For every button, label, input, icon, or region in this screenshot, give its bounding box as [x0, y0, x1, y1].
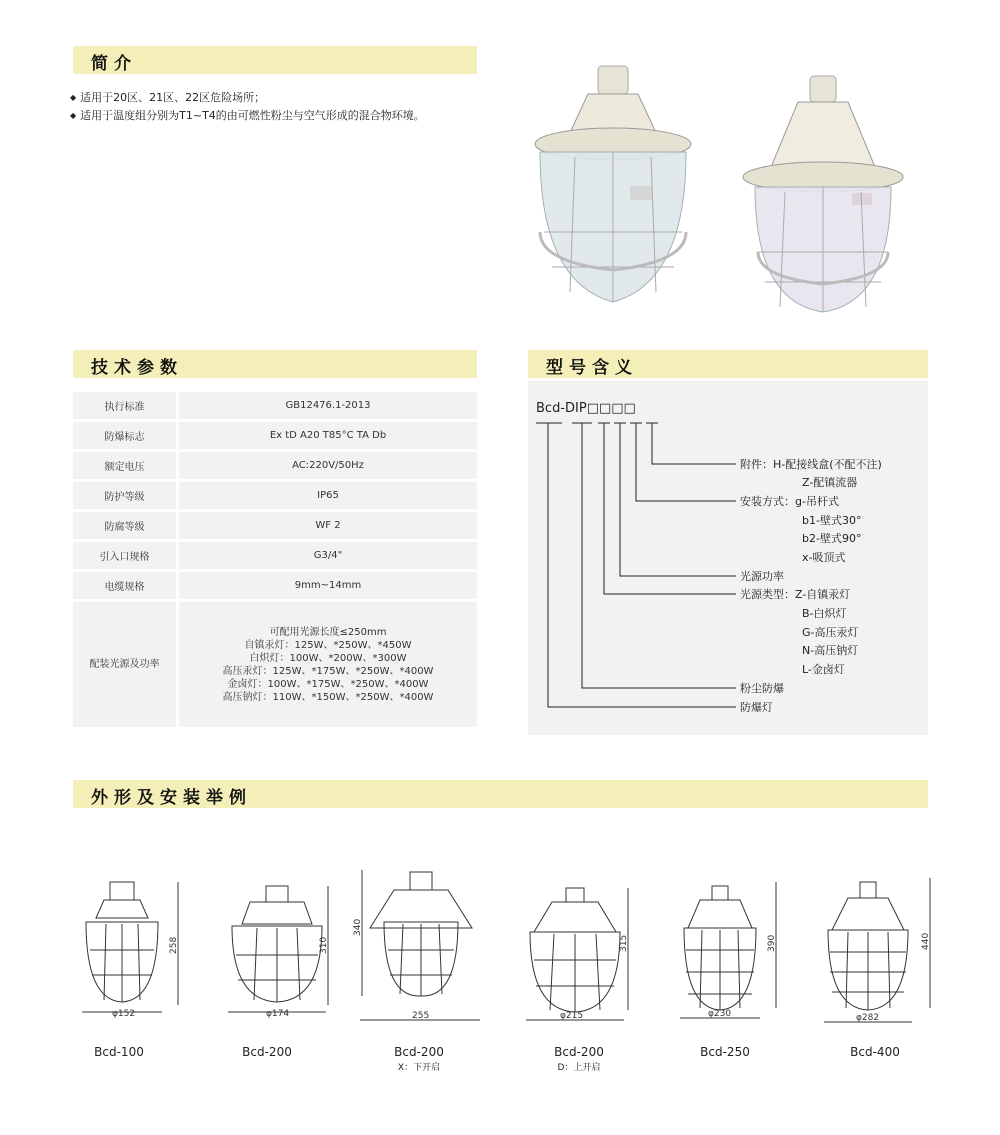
outline-title: 外形及安装举例: [91, 788, 252, 808]
lamp-diameter: φ174: [266, 1009, 290, 1019]
param-value: G3/4": [179, 542, 477, 569]
param-key: 引入口规格: [73, 542, 179, 569]
light-source-line: 可配用光源长度≤250mm: [269, 626, 387, 638]
params-title: 技术参数: [91, 358, 183, 378]
model-section-bar: [528, 350, 928, 378]
model-label: N-高压钠灯: [802, 644, 859, 657]
param-key: 防腐等级: [73, 512, 179, 539]
param-value: IP65: [179, 482, 477, 509]
model-label: 光源类型：Z-自镇汞灯: [740, 588, 851, 601]
light-source-line: 高压钠灯：110W、*150W、*250W、*400W: [222, 691, 434, 703]
params-section-bar: [73, 350, 477, 378]
param-value: 9mm~14mm: [179, 572, 477, 599]
lamp-height: 390: [767, 934, 777, 952]
light-source-line: 白炽灯：100W、*200W、*300W: [249, 652, 407, 664]
lamp-height: 440: [921, 932, 931, 950]
outline-section-bar: [73, 780, 928, 808]
model-diagram: [528, 381, 928, 735]
lamp-name: Bcd-200: [242, 1045, 292, 1059]
params-table: [73, 389, 477, 730]
lamp-subtitle: D：上开启: [557, 1063, 601, 1073]
lamp-photo-left: [535, 66, 691, 302]
model-label: 防爆灯: [740, 701, 773, 714]
param-value: GB12476.1-2013: [179, 392, 477, 419]
model-labels: [740, 457, 882, 714]
lamp-name: Bcd-200: [554, 1045, 604, 1059]
lamp-name: Bcd-400: [850, 1045, 900, 1059]
param-value: AC:220V/50Hz: [179, 452, 477, 479]
param-key: 防护等级: [73, 482, 179, 509]
lamp-height: 258: [169, 936, 179, 954]
table-row: [73, 482, 477, 509]
lamp-outline-drawings: [60, 860, 960, 1030]
lamp-name: Bcd-200: [394, 1045, 444, 1059]
intro-section-bar: [73, 46, 477, 74]
param-key: 电缆规格: [73, 572, 179, 599]
model-label: 光源功率: [740, 570, 784, 583]
lamp-diameter: φ230: [708, 1009, 732, 1019]
light-source-line: 自镇汞灯：125W、*250W、*450W: [244, 639, 412, 651]
intro-item: ◆ 适用于温度组分别为T1~T4的由可燃性粉尘与空气形成的混合物环境。: [70, 107, 425, 125]
intro-title: 简介: [91, 54, 137, 74]
param-key: 额定电压: [73, 452, 179, 479]
model-label: L-金卤灯: [802, 663, 845, 676]
model-label: x-吸顶式: [802, 551, 846, 564]
lamp-caption: [64, 1045, 174, 1059]
model-label: 粉尘防爆: [740, 682, 784, 695]
lamp-height: 340: [353, 918, 363, 936]
lamp-name: Bcd-250: [700, 1045, 750, 1059]
param-key: 防爆标志: [73, 422, 179, 449]
model-code: Bcd-DIP□□□□: [536, 401, 636, 416]
model-label: b2-壁式90°: [802, 532, 862, 545]
param-value: Ex tD A20 T85°C TA Db: [179, 422, 477, 449]
model-label: G-高压汞灯: [802, 626, 859, 639]
table-row: [73, 422, 477, 449]
model-label: 附件：H-配接线盒(不配不注): [740, 458, 882, 471]
lamp-name: Bcd-100: [94, 1045, 144, 1059]
table-row: [73, 602, 477, 727]
lamp-diameter: 255: [412, 1011, 430, 1021]
lamp-height: 310: [319, 936, 329, 954]
lamp-subtitle: X：下开启: [397, 1063, 441, 1073]
lamp-caption: [364, 1045, 474, 1073]
light-source-line: 高压汞灯：125W、*175W、*250W、*400W: [222, 665, 434, 677]
light-source-values: [179, 602, 477, 727]
model-label: Z-配镇流器: [802, 476, 858, 489]
lamp-caption: [524, 1045, 634, 1073]
model-label: 安装方式：g-吊杆式: [740, 495, 839, 508]
table-row: [73, 512, 477, 539]
table-row: [73, 452, 477, 479]
lamp-caption: [820, 1045, 930, 1059]
lamp-diameter: φ215: [560, 1011, 584, 1021]
model-label: B-白炽灯: [802, 607, 847, 620]
intro-list: [70, 89, 425, 125]
intro-item: ◆ 适用于20区、21区、22区危险场所；: [70, 89, 425, 107]
model-label: b1-壁式30°: [802, 514, 862, 527]
light-source-line: 金卤灯：100W、*175W、*250W、*400W: [227, 678, 429, 690]
table-row: [73, 392, 477, 419]
table-row: [73, 572, 477, 599]
lamp-height: 315: [619, 934, 629, 952]
param-key: 配装光源及功率: [73, 602, 179, 727]
lamp-diameter: φ282: [856, 1013, 880, 1023]
table-row: [73, 542, 477, 569]
lamp-caption: [670, 1045, 780, 1059]
lamp-diameter: φ152: [112, 1009, 136, 1019]
model-title: 型号含义: [546, 358, 638, 378]
lamp-photo-right: [743, 76, 903, 312]
lamp-caption: [212, 1045, 322, 1059]
param-key: 执行标准: [73, 392, 179, 419]
param-value: WF 2: [179, 512, 477, 539]
product-photo: [530, 62, 930, 322]
